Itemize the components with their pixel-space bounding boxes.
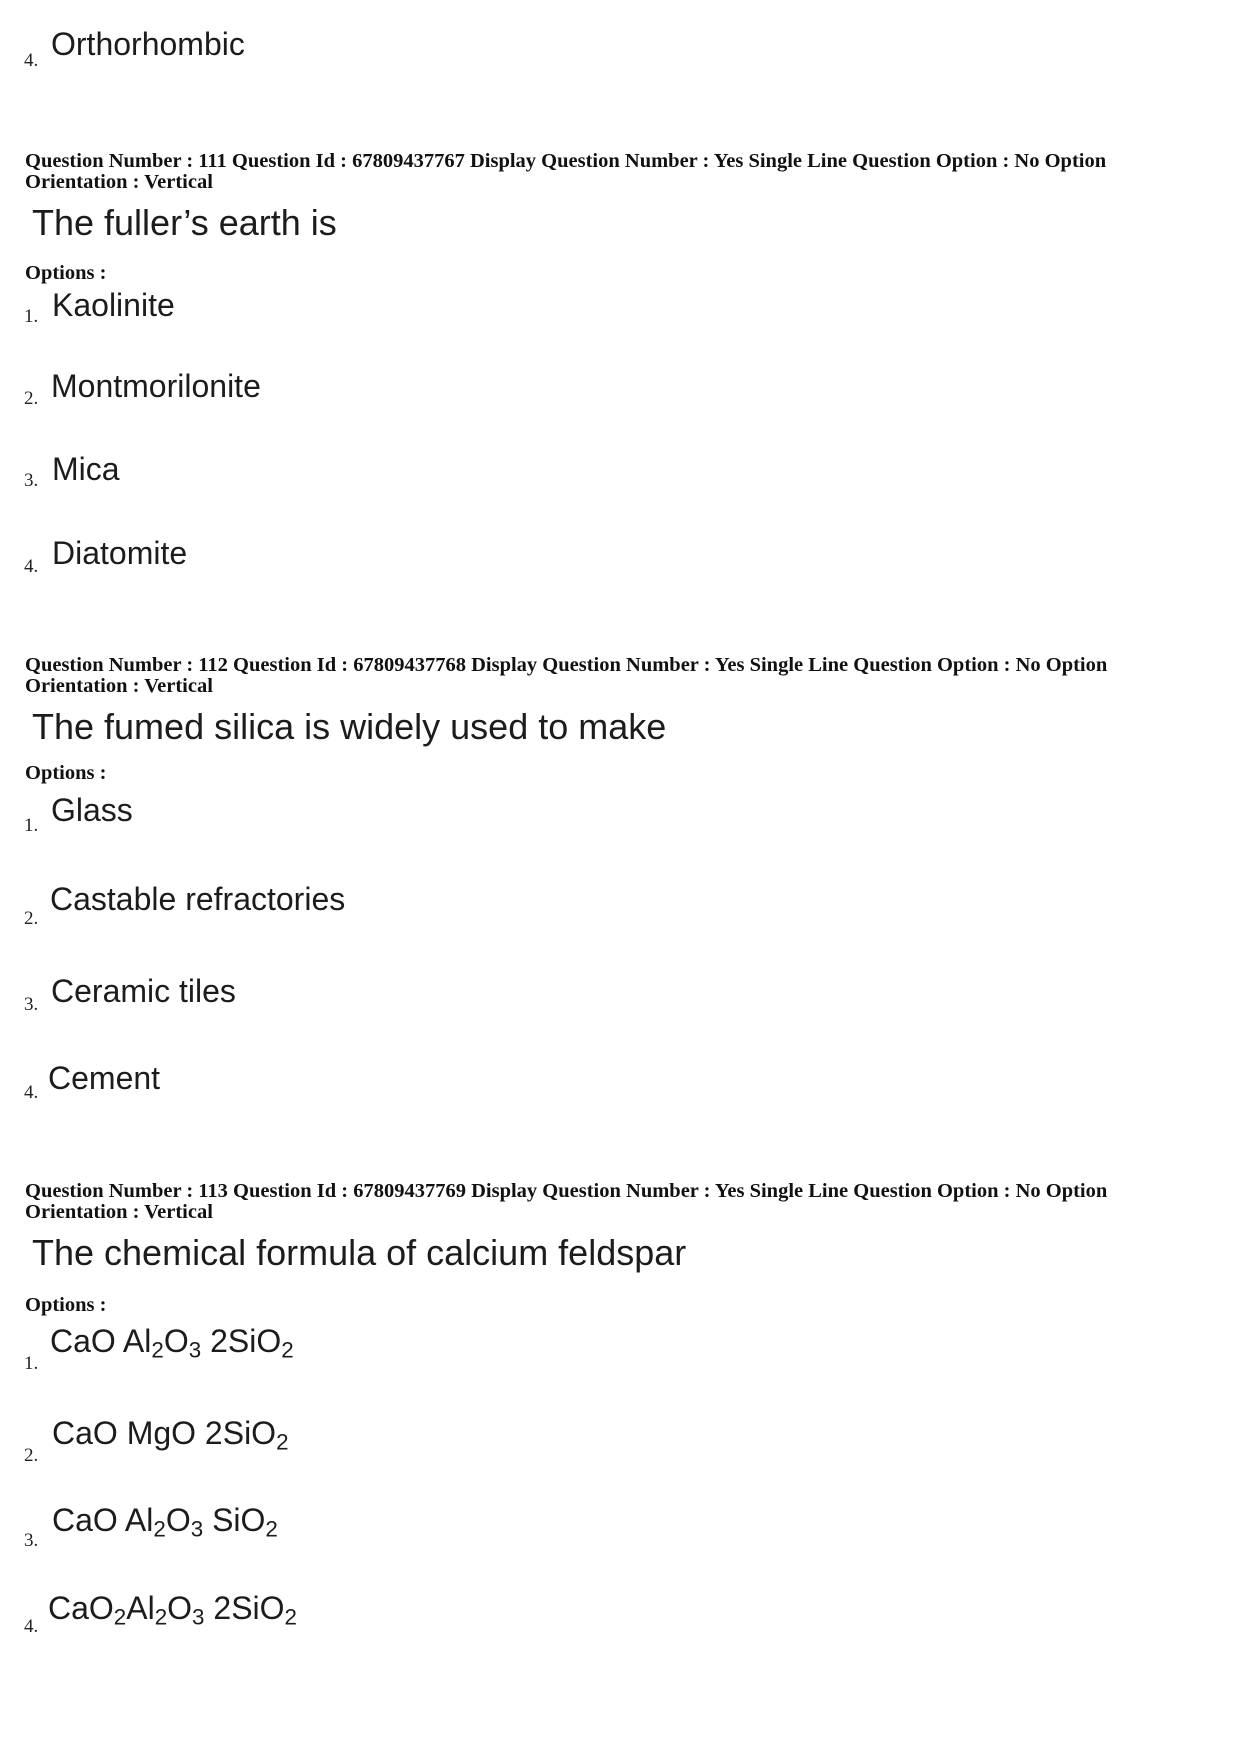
option-number: 2. xyxy=(24,388,39,409)
options-label: Options : xyxy=(25,1294,107,1316)
question-meta: Question Number : 113 Question Id : 67809437769 Display Question Number : Yes Single Line Question Option : No Option Orientation : Vertical xyxy=(25,1180,1108,1223)
option-number: 1. xyxy=(24,815,39,836)
question-text: The chemical formula of calcium feldspar xyxy=(32,1232,687,1273)
option-number: 1. xyxy=(24,1353,39,1374)
option-formula: CaO $Al_2O_3$ SiO$_2$ xyxy=(52,1502,278,1542)
option-formula: CaO MgO 2SiO$_2$ xyxy=(52,1415,289,1455)
option-number: 4. xyxy=(24,556,39,577)
question-meta: Question Number : 112 Question Id : 67809437768 Display Question Number : Yes Single Line Question Option : No Option Orientation : Vertical xyxy=(25,654,1108,697)
option-text: Mica xyxy=(52,451,120,487)
question-text: The fuller’s earth is xyxy=(32,202,337,243)
option-text: Glass xyxy=(51,792,133,828)
question-text: The fumed silica is widely used to make xyxy=(32,706,667,747)
option-number: 2. xyxy=(24,1445,39,1466)
option-number: 3. xyxy=(24,1530,39,1551)
option-number: 1. xyxy=(24,306,39,327)
option-number: 4. xyxy=(24,50,39,71)
option-text: Orthorhombic xyxy=(51,26,245,62)
option-text: Montmorilonite xyxy=(51,368,261,404)
option-number: 4. xyxy=(24,1616,39,1637)
option-formula: CaO $Al_2O_3$ 2SiO$_2$ xyxy=(50,1323,294,1363)
options-label: Options : xyxy=(25,762,107,784)
option-text: Diatomite xyxy=(52,535,188,571)
question-meta: Question Number : 111 Question Id : 67809437767 Display Question Number : Yes Single Line Question Option : No Option Orientation : Vertical xyxy=(25,150,1107,193)
option-text: Cement xyxy=(48,1060,161,1096)
option-text: Ceramic tiles xyxy=(51,973,236,1009)
options-label: Options : xyxy=(25,262,107,284)
option-number: 2. xyxy=(24,908,39,929)
option-number: 3. xyxy=(24,470,39,491)
option-number: 4. xyxy=(24,1082,39,1103)
option-formula: $CaO_2Al_2O_3$ 2SiO$_2$ xyxy=(48,1590,297,1630)
option-text: Castable refractories xyxy=(50,881,346,917)
option-text: Kaolinite xyxy=(52,287,175,323)
option-number: 3. xyxy=(24,994,39,1015)
